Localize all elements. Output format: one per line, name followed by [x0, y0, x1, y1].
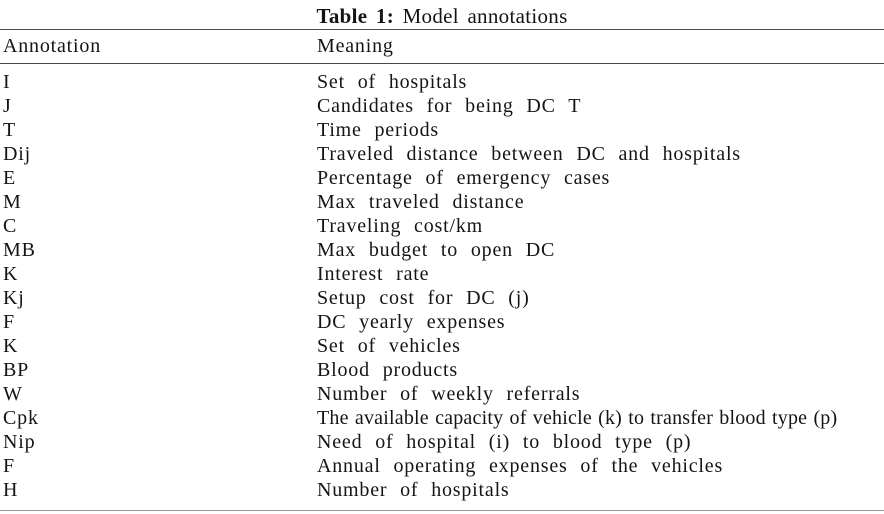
annotation-cell: MB — [3, 239, 36, 261]
meaning-cell: Traveled distance between DC and hospitals — [317, 143, 741, 165]
annotation-cell: F — [3, 455, 15, 477]
table-row — [0, 286, 884, 310]
annotation-cell: K — [3, 263, 19, 285]
annotation-cell: Kj — [3, 287, 25, 309]
table-header — [0, 30, 884, 64]
table-row — [0, 166, 884, 190]
table-row — [0, 142, 884, 166]
table-caption — [0, 0, 884, 29]
table-row — [0, 262, 884, 286]
annotation-cell: Nip — [3, 431, 36, 453]
meaning-cell: The available capacity of vehicle (k) to transfer blood type (p) — [317, 407, 838, 429]
annotation-cell: BP — [3, 359, 30, 381]
meaning-cell: Interest rate — [317, 263, 430, 285]
meaning-cell: Percentage of emergency cases — [317, 167, 611, 189]
annotation-cell: M — [3, 191, 22, 213]
annotation-cell: I — [3, 71, 11, 93]
table-row — [0, 406, 884, 430]
table-body — [0, 64, 884, 511]
column-header-annotation: Annotation — [0, 30, 317, 64]
table-row — [0, 238, 884, 262]
table-row — [0, 358, 884, 382]
table-row — [0, 430, 884, 454]
table-row — [0, 64, 884, 95]
meaning-cell: Max traveled distance — [317, 191, 525, 213]
table-row — [0, 190, 884, 214]
meaning-cell: Number of hospitals — [317, 479, 510, 501]
table-row — [0, 478, 884, 511]
annotation-cell: W — [3, 383, 23, 405]
meaning-cell: Number of weekly referrals — [317, 383, 581, 405]
table-row — [0, 334, 884, 358]
annotation-cell: Cpk — [3, 407, 39, 429]
meaning-cell: DC yearly expenses — [317, 311, 506, 333]
annotation-cell: C — [3, 215, 18, 237]
column-header-meaning: Meaning — [317, 30, 884, 64]
meaning-cell: Candidates for being DC T — [317, 95, 582, 117]
header-row — [0, 30, 884, 64]
table-row — [0, 454, 884, 478]
annotation-cell: J — [3, 95, 12, 117]
table-row — [0, 214, 884, 238]
meaning-cell: Setup cost for DC (j) — [317, 287, 530, 309]
meaning-cell: Blood products — [317, 359, 458, 381]
annotation-cell: F — [3, 311, 15, 333]
table-row — [0, 310, 884, 334]
meaning-cell: Annual operating expenses of the vehicles — [317, 455, 724, 477]
annotation-cell: K — [3, 335, 19, 357]
caption-label: Table 1: — [316, 4, 394, 28]
meaning-cell: Set of hospitals — [317, 71, 468, 93]
annotation-cell: H — [3, 479, 19, 501]
meaning-cell: Set of vehicles — [317, 335, 461, 357]
meaning-cell: Traveling cost/km — [317, 215, 483, 237]
meaning-cell: Time periods — [317, 119, 439, 141]
table-row — [0, 94, 884, 118]
annotations-table — [0, 29, 884, 511]
meaning-cell: Max budget to open DC — [317, 239, 556, 261]
meaning-cell: Need of hospital (i) to blood type (p) — [317, 431, 692, 453]
annotation-cell: Dij — [3, 143, 31, 165]
annotation-cell: E — [3, 167, 17, 189]
annotation-cell: T — [3, 119, 17, 141]
caption-title: Model annotations — [402, 4, 568, 28]
table-row — [0, 382, 884, 406]
table-row — [0, 118, 884, 142]
